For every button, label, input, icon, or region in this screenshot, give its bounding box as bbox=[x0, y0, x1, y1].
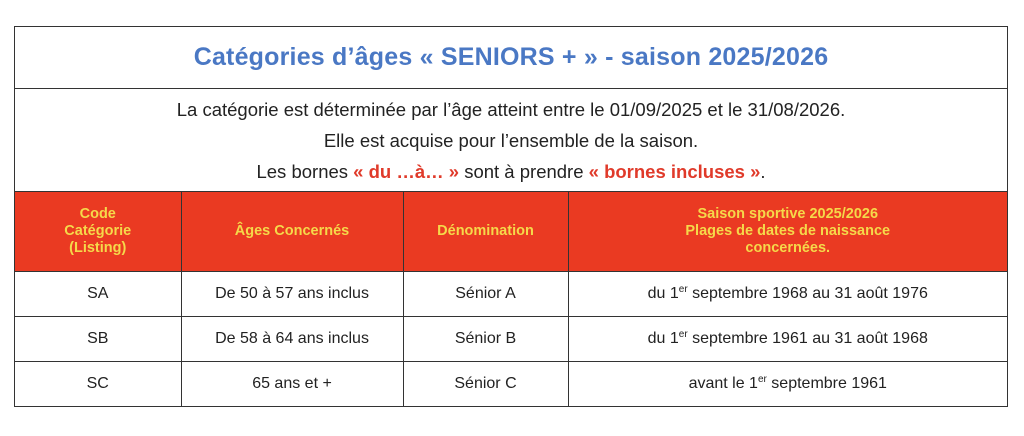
cell-dates-post: septembre 1961 bbox=[766, 375, 887, 392]
header-code bbox=[15, 192, 181, 272]
cell-name: Sénior B bbox=[403, 317, 568, 362]
header-name bbox=[403, 192, 568, 272]
header-dates-line-3: concernées. bbox=[745, 240, 831, 256]
cell-name: Sénior C bbox=[403, 362, 568, 407]
header-dates-line-1: Saison sportive 2025/2026 bbox=[697, 206, 879, 222]
header-dates-line-2: Plages de dates de naissance bbox=[685, 223, 891, 239]
cell-ages: 65 ans et + bbox=[181, 362, 403, 407]
info-line-3-mid: sont à prendre bbox=[459, 161, 589, 182]
header-ages bbox=[181, 192, 403, 272]
cell-dates bbox=[568, 272, 1007, 317]
cell-name: Sénior A bbox=[403, 272, 568, 317]
cell-ages: De 50 à 57 ans inclus bbox=[181, 272, 403, 317]
cell-dates-sup: er bbox=[757, 374, 767, 385]
title-row bbox=[15, 27, 1007, 89]
header-code-line-2: Catégorie bbox=[64, 223, 132, 239]
header-code-line-1: Code bbox=[79, 206, 116, 222]
page-title: Catégories d’âges « SENIORS + » - saison 2025/2026 bbox=[193, 43, 829, 71]
inclusive-emphasis: « bornes incluses » bbox=[588, 161, 761, 182]
header-name-label: Dénomination bbox=[437, 223, 534, 239]
header-ages-label: Âges Concernés bbox=[234, 223, 350, 239]
table-header-row bbox=[15, 192, 1007, 272]
cell-dates-pre: du 1 bbox=[647, 285, 679, 302]
cell-dates-post: septembre 1968 au 31 août 1976 bbox=[687, 285, 928, 302]
cell-dates-pre: avant le 1 bbox=[688, 375, 758, 392]
cell-dates-sup: er bbox=[678, 329, 688, 340]
table-row bbox=[15, 362, 1007, 407]
cell-ages: De 58 à 64 ans inclus bbox=[181, 317, 403, 362]
cell-code: SC bbox=[15, 362, 181, 407]
cell-dates-sup: er bbox=[678, 284, 688, 295]
info-line-3-post: . bbox=[760, 161, 766, 182]
cell-dates bbox=[568, 362, 1007, 407]
categories-table-frame bbox=[14, 26, 1008, 407]
table-row bbox=[15, 272, 1007, 317]
cell-dates bbox=[568, 317, 1007, 362]
cell-code: SB bbox=[15, 317, 181, 362]
info-block bbox=[15, 89, 1007, 192]
cell-dates-pre: du 1 bbox=[647, 330, 679, 347]
header-code-line-3: (Listing) bbox=[69, 240, 127, 256]
cell-dates-post: septembre 1961 au 31 août 1968 bbox=[687, 330, 928, 347]
header-dates bbox=[568, 192, 1007, 272]
info-line-3-pre: Les bornes bbox=[256, 161, 354, 182]
cell-code: SA bbox=[15, 272, 181, 317]
info-line-2: Elle est acquise pour l’ensemble de la saison. bbox=[323, 130, 699, 151]
info-line-3 bbox=[15, 156, 1007, 187]
bounds-emphasis: « du …à… » bbox=[353, 161, 460, 182]
info-line-1: La catégorie est déterminée par l’âge atteint entre le 01/09/2025 et le 31/08/2026. bbox=[176, 99, 846, 120]
table-row bbox=[15, 317, 1007, 362]
categories-table bbox=[15, 192, 1007, 406]
